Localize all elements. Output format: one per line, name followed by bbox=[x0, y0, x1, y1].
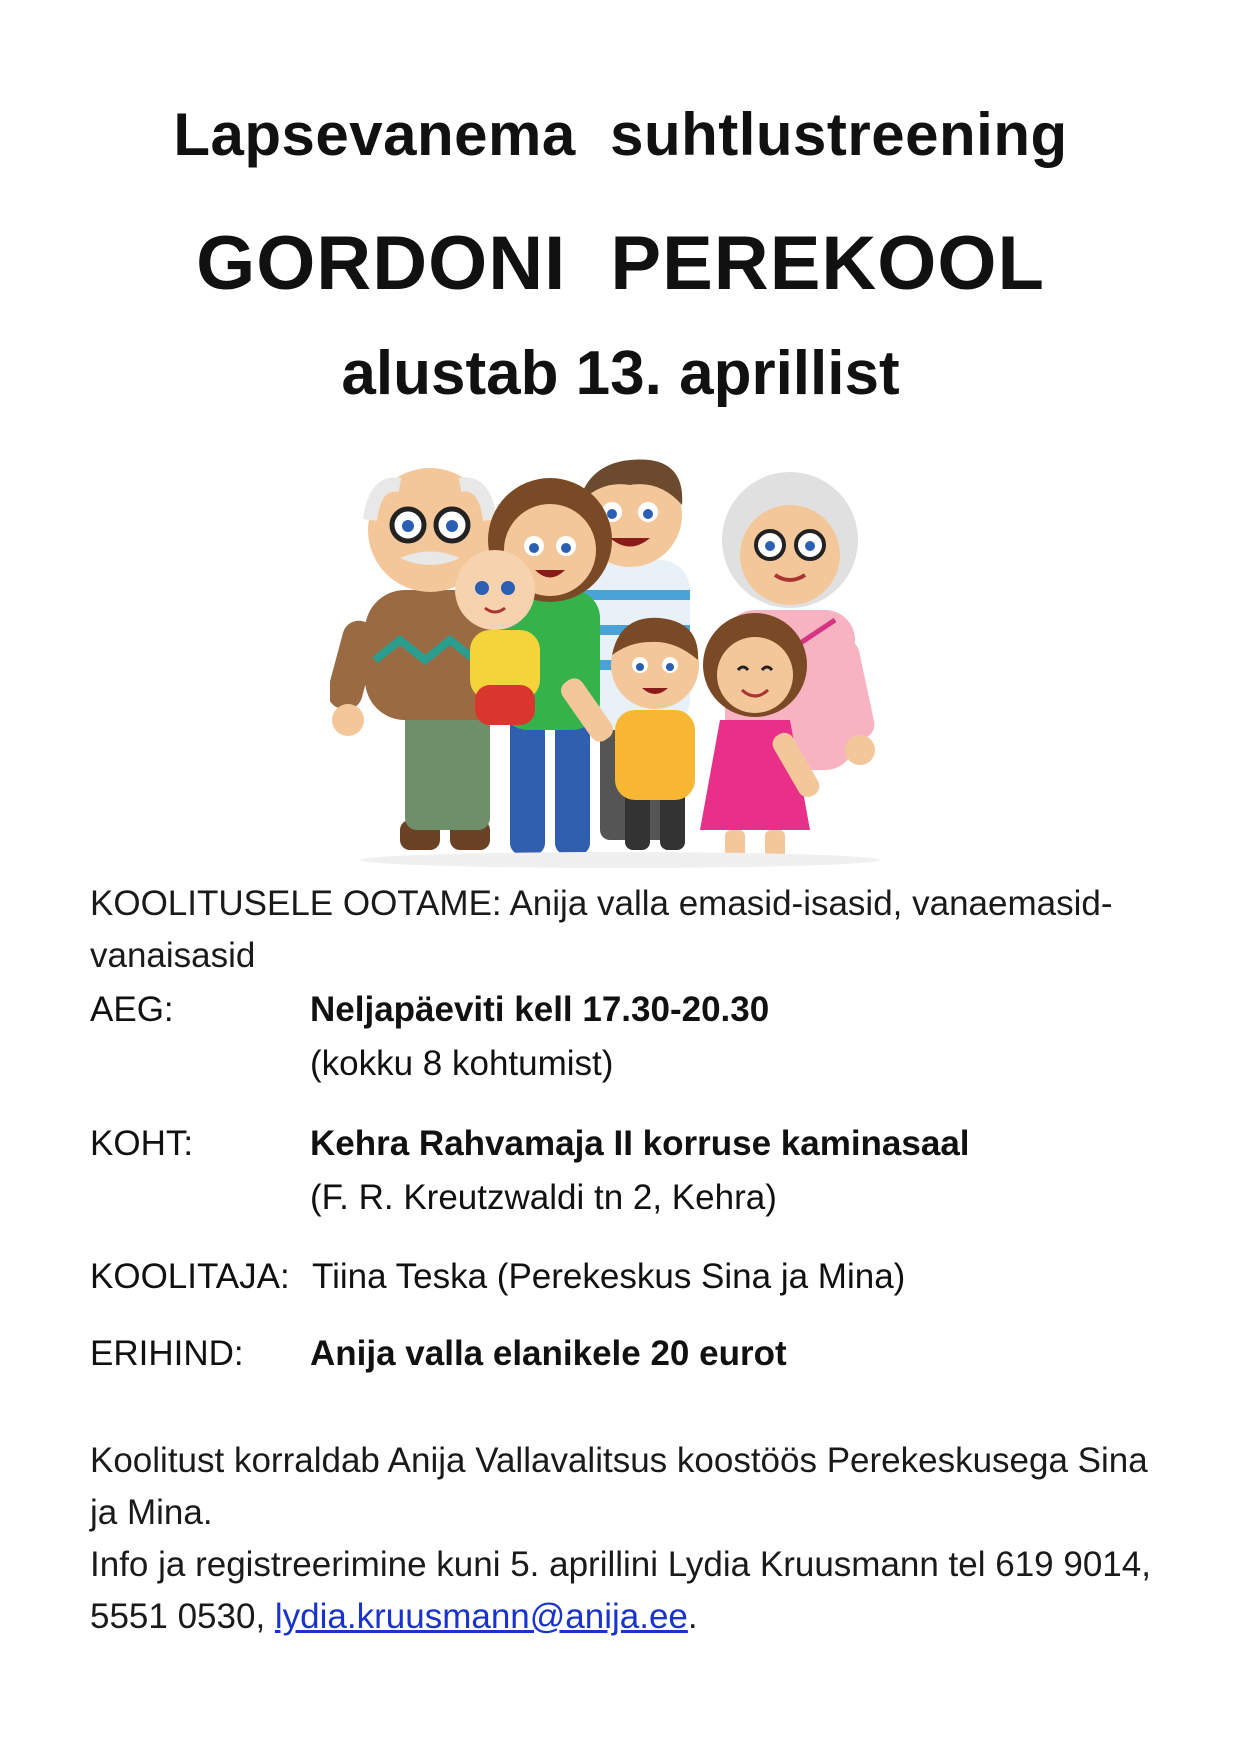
detail-label: KOHT: bbox=[90, 1124, 194, 1163]
organizer-text: Koolitust korraldab Anija Vallavalitsus koostöös Perekeskusega Sina ja Mina. bbox=[90, 1441, 1148, 1532]
family-illustration bbox=[330, 450, 910, 870]
poster-start-date: alustab 13. aprillist bbox=[341, 339, 900, 408]
detail-value: Anija valla elanikele 20 eurot bbox=[310, 1334, 787, 1373]
trailing-period: . bbox=[687, 1597, 698, 1636]
detail-value: Tiina Teska (Perekeskus Sina ja Mina) bbox=[312, 1257, 906, 1296]
detail-note: (F. R. Kreutzwaldi tn 2, Kehra) bbox=[310, 1178, 777, 1217]
intro-text: KOOLITUSELE OOTAME: Anija valla emasid-isasid, vanaemasid-vanaisasid bbox=[90, 884, 1113, 975]
detail-label: AEG: bbox=[90, 990, 174, 1029]
poster-subtitle: Lapsevanema suhtlustreening bbox=[173, 101, 1068, 168]
detail-value: Neljapäeviti kell 17.30-20.30 bbox=[310, 990, 770, 1029]
detail-label: ERIHIND: bbox=[90, 1334, 244, 1373]
email-link[interactable]: lydia.kruusmann@anija.ee bbox=[274, 1597, 688, 1636]
registration-text: Info ja registreerimine kuni 5. aprillini Lydia Kruusmann tel 619 9014, 5551 0530, bbox=[90, 1545, 1151, 1636]
detail-value: Kehra Rahvamaja II korruse kaminasaal bbox=[310, 1124, 970, 1163]
registration-info bbox=[90, 1539, 1170, 1643]
poster-title: GORDONI PEREKOOL bbox=[196, 221, 1045, 306]
detail-note: (kokku 8 kohtumist) bbox=[310, 1044, 614, 1083]
detail-label: KOOLITAJA: bbox=[90, 1257, 290, 1296]
footer-text bbox=[90, 1435, 1170, 1643]
